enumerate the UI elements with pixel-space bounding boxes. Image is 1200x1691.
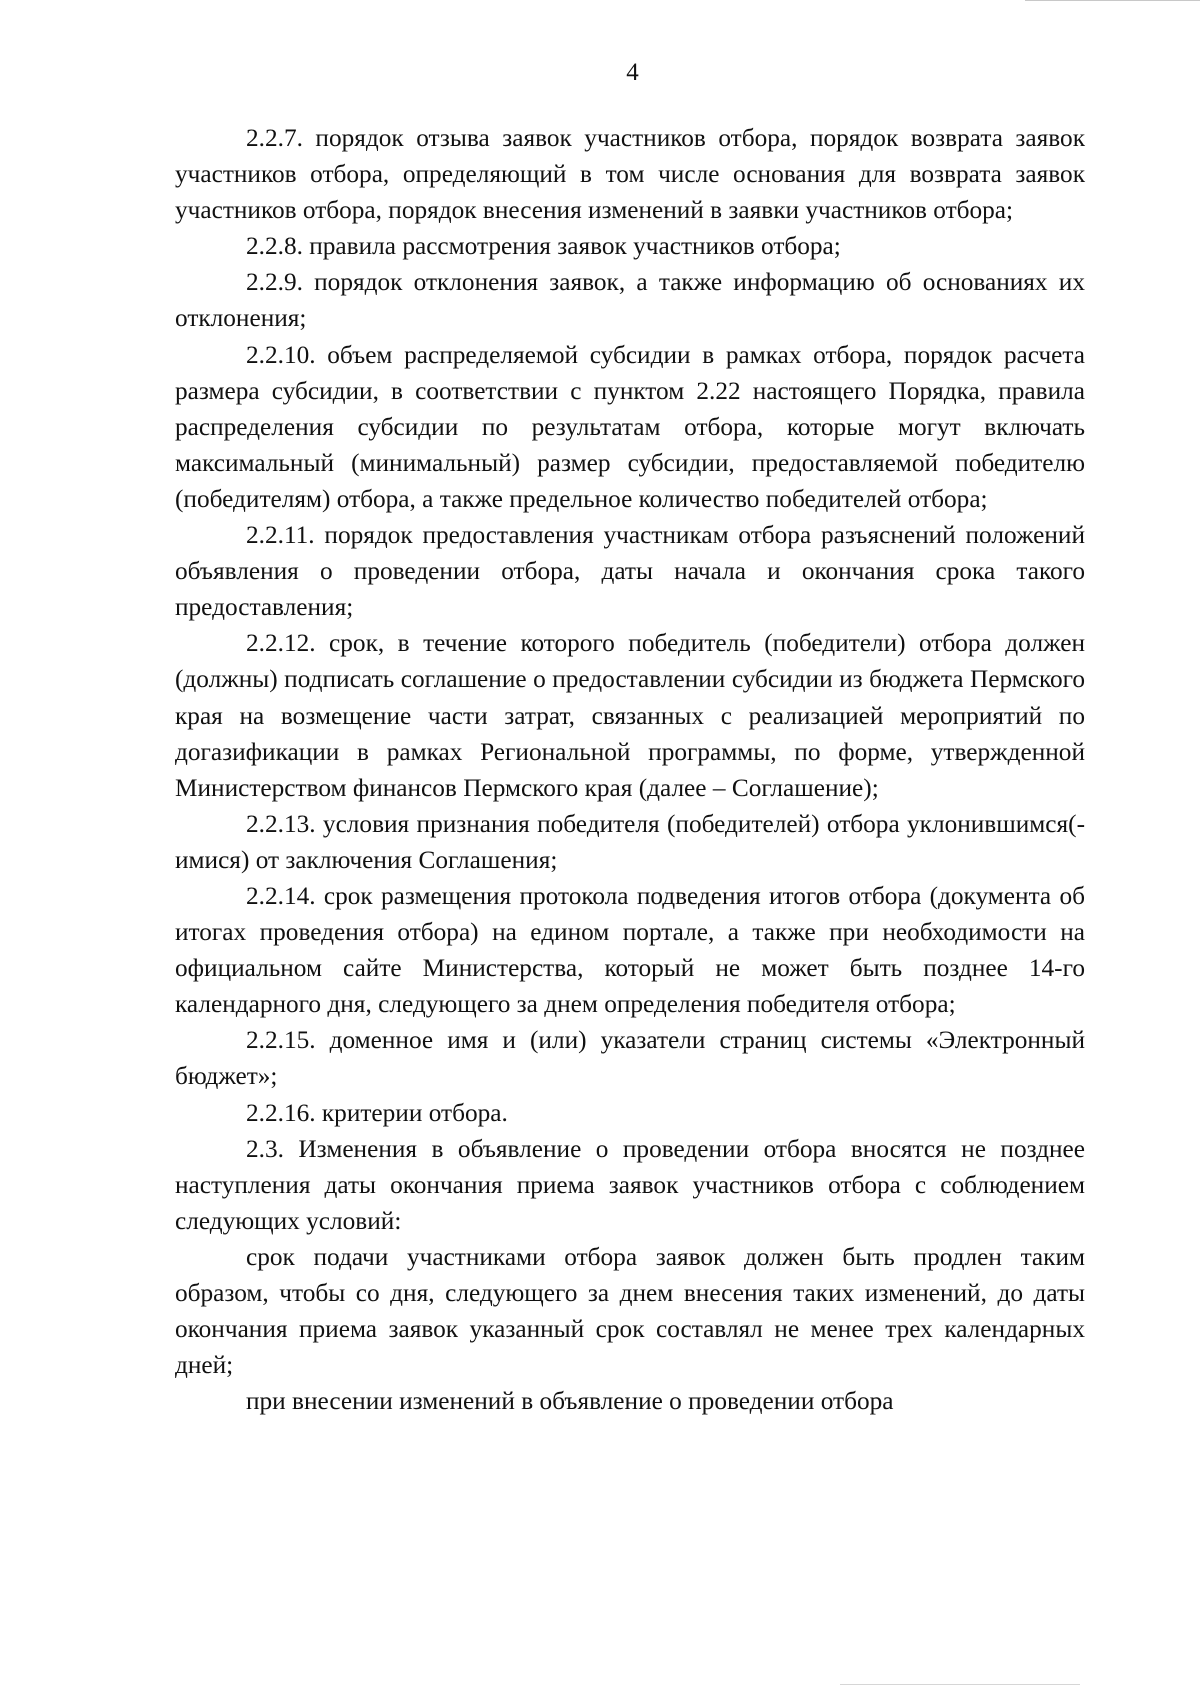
paragraph-2-2-8: 2.2.8. правила рассмотрения заявок участников отбора; [246,232,841,261]
paragraph-2-2-7: 2.2.7. порядок отзыва заявок участников отбора, порядок возврата заявок участников отбора, определяющий в том числе основания для возврата заявок участников отбора, порядок внесения изменений в заявки участников отбора; [175,124,1085,225]
paragraph-2-2-13: 2.2.13. условия признания победителя (победителей) отбора уклонившимся(-имися) от заключения Соглашения; [175,809,1085,874]
paragraph-deadline-condition: срок подачи участниками отбора заявок должен быть продлен таким образом, чтобы со дня, следующего за днем внесения таких изменений, до даты окончания приема заявок указанный срок составлял не менее трех календарных дней; [175,1242,1085,1380]
document-body [175,120,1085,1419]
page-number: 4 [626,59,639,86]
paragraph-2-3: 2.3. Изменения в объявление о проведении отбора вносятся не позднее наступления даты окончания приема заявок участников отбора с соблюдением следующих условий: [175,1134,1085,1235]
paragraph-2-2-14: 2.2.14. срок размещения протокола подведения итогов отбора (документа об итогах проведения отбора) на едином портале, а также при необходимости на официальном сайте Министерства, который не может быть позднее 14-го календарного дня, следующего за днем определения победителя отбора; [175,881,1085,1019]
paragraph-amendment-condition: при внесении изменений в объявление о проведении отбора [246,1387,894,1416]
paragraph-2-2-11: 2.2.11. порядок предоставления участникам отбора разъяснений положений объявления о проведении отбора, даты начала и окончания срока такого предоставления; [175,521,1085,622]
paragraph-2-2-9: 2.2.9. порядок отклонения заявок, а также информацию об основаниях их отклонения; [175,268,1085,333]
paragraph-2-2-10: 2.2.10. объем распределяемой субсидии в рамках отбора, порядок расчета размера субсидии, в соответствии с пунктом 2.22 настоящего Порядка, правила распределения субсидии по результатам отбора, которые могут включать максимальный (минимальный) размер субсидии, предоставляемой победителю (победителям) отбора, а также предельное количество победителей отбора; [175,340,1085,513]
paragraph-2-2-15: 2.2.15. доменное имя и (или) указатели страниц системы «Электронный бюджет»; [175,1026,1085,1091]
paragraph-2-2-12: 2.2.12. срок, в течение которого победитель (победители) отбора должен (должны) подписать соглашение о предоставлении субсидии из бюджета Пермского края на возмещение части затрат, связанных с реализацией мероприятий по догазификации в рамках Региональной программы, по форме, утвержденной Министерством финансов Пермского края (далее – Соглашение); [175,629,1085,802]
scan-edge-line-bottom [840,1684,1080,1685]
paragraph-2-2-16: 2.2.16. критерии отбора. [246,1098,508,1127]
scan-edge-line [1025,0,1200,1]
